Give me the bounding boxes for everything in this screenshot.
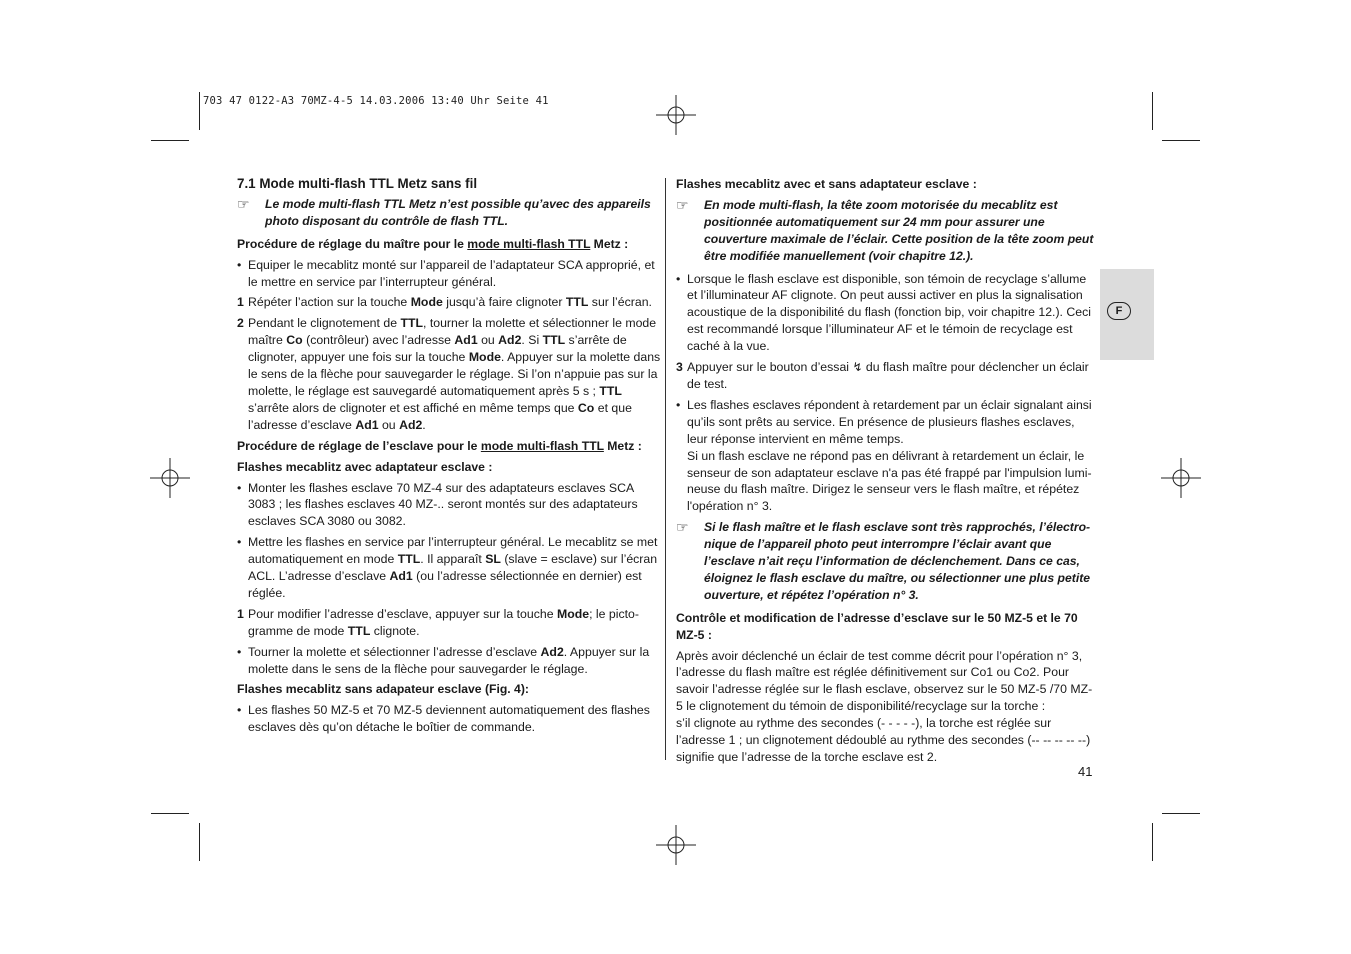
subheading: Contrôle et modification de l’adresse d’esclave sur le 50 MZ-5 et le 70 MZ-5 :: [676, 610, 1078, 642]
crop-mark: [151, 140, 189, 141]
note: ☞ En mode multi-flash, la tête zoom motorisée du mecablitz est positionnée automatiquement sur 24 mm pour assurer une couverture maximale de l’éclair. Cette position de la tête zoom peut être modifiée manuellement (voir chapitre 12.).: [676, 196, 1094, 263]
pointing-hand-icon: ☞: [676, 196, 689, 213]
section-title: 7.1 Mode multi-flash TTL Metz sans fil: [237, 176, 478, 191]
step-item: 3 Appuyer sur le bouton d’essai ↯ du flash maître pour déclencher un éclair de test.: [676, 360, 1089, 391]
registration-mark-icon: [1161, 458, 1201, 498]
bullet-item: • Lorsque le flash esclave est disponible, son témoin de recyclage s’allume et l’illuminateur AF clignote. On peut aussi activer en plus la signalisation acoustique de la disponibilité du flash (fonction bip, voir chapitre 12.). Ceci est recommandé lorsque l’illuminateur AF et le témoin de recyclage est caché à la vue.: [676, 271, 1091, 354]
crop-mark: [1152, 823, 1153, 861]
crop-mark: [151, 813, 189, 814]
subheading: Procédure de réglage du maître pour le mode multi-flash TTL Metz :: [237, 236, 629, 251]
lightning-icon: ↯: [852, 360, 863, 375]
step-item: 2 Pendant le clignotement de TTL, tourner la molette et sélectionner le mode maître Co (contrôleur) avec l’adresse Ad1 ou Ad2. Si TTL s’arrête de clignoter, appuyer une fois sur la touche Mode. Appuyer sur la molette dans le sens de la flèche pour sauvegarder le réglage. Si l’on n’appuie pas sur la molette, le réglage est sauvegardé automatiquement après 5 s ; TTL s’arrête alors de clignoter et est affiché en même temps que Co et que l’adresse d’esclave Ad1 ou Ad2.: [237, 316, 661, 432]
note: ☞ Si le flash maître et le flash esclave sont très rapprochés, l’électronique de l’appareil photo peut interrompre l’éclair avant que l’esclave n’ait reçu l’information de déclenchement. Dans ce cas, éloignez le flash esclave du maître, ou sélectionner une plus petite ouverture, et répétez l’opération n° 3.: [676, 519, 1091, 602]
right-column: [676, 176, 1098, 766]
registration-mark-icon: [656, 825, 696, 865]
print-imprint: 703 47 0122-A3 70MZ-4-5 14.03.2006 13:40 Uhr Seite 41: [203, 95, 549, 107]
bullet-item: • Mettre les flashes en service par l’interrupteur général. Le mecablitz se met automatiquement en mode TTL. Il apparaît SL (slave = esclave) sur l’écran ACL. L’adresse d’esclave Ad1 (ou l’adresse sélectionnée en dernier) est réglée.: [237, 535, 658, 600]
paragraph: Après avoir déclenché un éclair de test comme décrit pour l’opération n° 3, l’adresse du flash maître est réglée définitivement sur Co1 ou Co2. Pour savoir l’adresse réglée sur le flash esclave, observez sur le 50 MZ-5 /70 MZ-5 le clignotement du témoin de disponibilité/recyclage sur la torche : s’il clignote au rythme des secondes (- - - - -), la torche est réglée sur l’adresse 1 ; un clignotement dédoublé au rythme des secondes (-- -- -- -- --) signifie que l’adresse de la torche esclave est 2.: [676, 648, 1093, 764]
bullet-item: • Tourner la molette et sélectionner l’adresse d’esclave Ad2. Appuyer sur la molette dans le sens de la flèche pour sauvegarder le réglage.: [237, 644, 650, 676]
subheading: Flashes mecablitz avec et sans adaptateur esclave :: [676, 177, 977, 191]
crop-mark: [1152, 92, 1153, 130]
bullet-item: • Equiper le mecablitz monté sur l’appareil de l’adaptateur SCA approprié, et le mettre en service par l’interrupteur général.: [237, 257, 655, 289]
note: ☞ Le mode multi-flash TTL Metz n’est possible qu’avec des appareils photo disposant du contrôle de flash TTL.: [237, 195, 651, 228]
subheading: Flashes mecablitz sans adapateur esclave (Fig. 4):: [237, 682, 529, 697]
language-tab-letter: F: [1107, 302, 1131, 320]
pointing-hand-icon: ☞: [676, 519, 689, 536]
page-number: 41: [1078, 764, 1093, 779]
left-column: [237, 176, 661, 740]
bullet-item: • Les flashes esclaves répondent à retardement par un éclair signalant ainsi qu’ils sont prêts au service. En présence de plusieurs flashes esclaves, leur réponse intervient en même temps. Si un flash esclave ne répond pas en délivrant à retardement un éclair, le senseur de son adaptateur esclave n'a pas été frappé par l'impulsion lumineuse du flash maître. Dirigez le senseur vers le flash maître, et répétez l'opération n° 3.: [676, 397, 1092, 514]
crop-mark: [199, 823, 200, 861]
column-divider: [665, 178, 666, 760]
crop-mark: [1162, 813, 1200, 814]
pointing-hand-icon: ☞: [237, 195, 250, 212]
bullet-item: • Monter les flashes esclave 70 MZ-4 sur des adaptateurs esclaves SCA 3083 ; les flashes esclaves 40 MZ-.. seront montés sur des adaptateurs esclaves SCA 3080 ou 3082.: [237, 480, 638, 529]
registration-mark-icon: [656, 95, 696, 135]
crop-mark: [1162, 140, 1200, 141]
subheading: Procédure de réglage de l’esclave pour le mode multi-flash TTL Metz :: [237, 438, 642, 453]
bullet-item: • Les flashes 50 MZ-5 et 70 MZ-5 deviennent automatiquement des flashes esclaves dès qu’on détache le boîtier de commande.: [237, 703, 650, 735]
step-item: 1 Répéter l’action sur la touche Mode jusqu’à faire clignoter TTL sur l’écran.: [237, 295, 652, 310]
step-item: 1 Pour modifier l’adresse d’esclave, appuyer sur la touche Mode; le pictogramme de mode TTL clignote.: [237, 606, 639, 638]
crop-mark: [199, 92, 200, 130]
subheading: Flashes mecablitz avec adaptateur esclave :: [237, 459, 493, 474]
registration-mark-icon: [150, 458, 190, 498]
